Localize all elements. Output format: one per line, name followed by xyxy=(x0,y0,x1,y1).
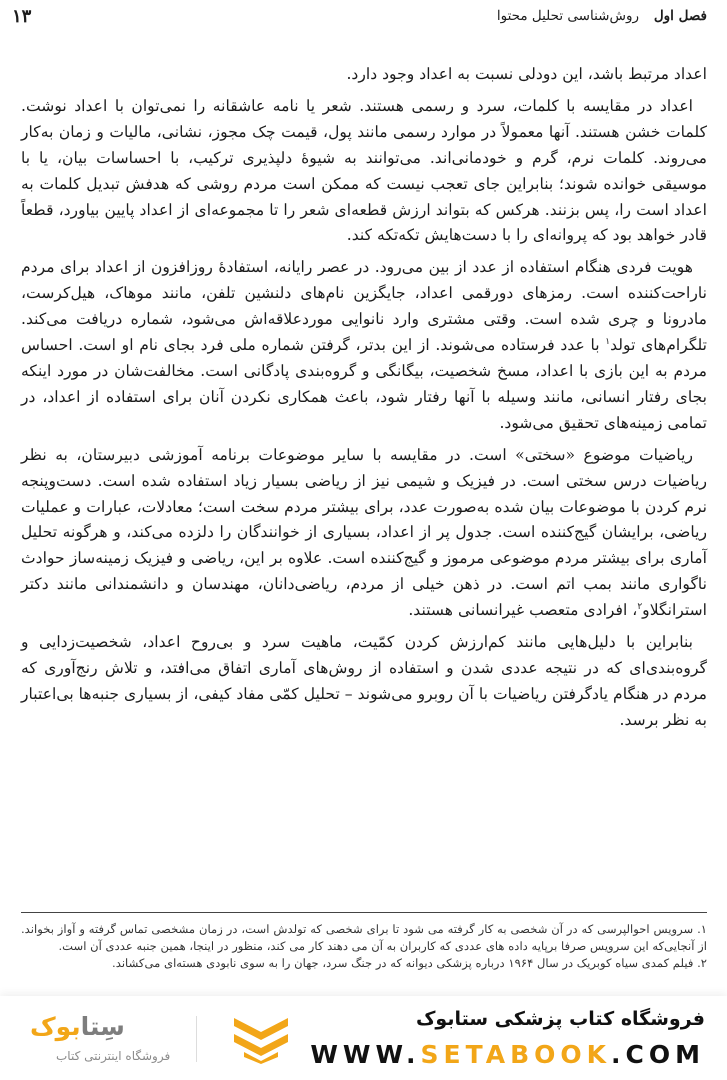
logo-text-accent: بوک xyxy=(30,1012,81,1041)
logo-text-main: سِتا xyxy=(80,1012,125,1041)
url-suffix: .COM xyxy=(611,1040,705,1069)
body-text xyxy=(21,62,707,740)
paragraph: اعداد مرتبط باشد، این دودلی نسبت به اعداد وجود دارد. xyxy=(346,65,707,83)
paragraph: بنابراین با دلیل‌هایی مانند کم‌ارزش کردن کمّیت، ماهیت سرد و بی‌روح اعداد، شخصیت‌زدایی و گروه‌بندی‌ای که در نتیجه عددی شدن و استفاده از روش‌های آماری اتفاق می‌افتد، و تلاش رنج‌آوری که مردم در هنگام یادگرفتن ریاضیات با آن روبرو می‌شوند – تحلیل کمّی مفاد کیفی، از بسیاری جنبه‌ها بی‌اعتبار به نظر برسد. xyxy=(21,633,707,729)
paragraph-text: هویت فردی هنگام استفاده از عدد از بین می‌رود. در عصر رایانه، استفادهٔ روزافزون از اعداد برای مردم ناراحت‌کننده است. رمزهای دورقمی اعداد، جایگزین نام‌های دلنشین تلفن، مانند موهاک، هیل‌کرست، مادرونا و چری شده است. وقتی مشتری وارد نانوایی موردعلاقه‌اش می‌شود، شماره دریافت می‌کند. تلگرام‌های تولد xyxy=(21,258,707,355)
logo-divider xyxy=(196,1016,197,1062)
paragraph: اعداد در مقایسه با کلمات، سرد و رسمی هستند. شعر یا نامه عاشقانه را نمی‌توان با اعداد نوشت. کلمات خشن هستند. آنها معمولاً در موارد رسمی مانند پول، قیمت چک مجوز، نشانی، مالیات و زمان به‌کار می‌روند. کلمات نرم، گرم و خودمانی‌اند. می‌توانند به شیوهٔ دلپذیری ترکیب، با احساسات بیان، یا با موسیقی خوانده شوند؛ بنابراین جای تعجب نیست که ممکن است مردم روشی که هدفش تبدیل کلمات به اعداد است را، پس بزنند. هرکس که بتواند ارزش قطعه‌ای شعر را تا مجموعه‌ای از اعداد پایین بیاورد، قطعاً قادر خواهد بود که پروانه‌ای را با دست‌هایش تکه‌تکه کند. xyxy=(21,96,707,245)
paragraph xyxy=(21,443,707,624)
paragraph-text: ، افرادی متعصب غیرانسانی هستند. xyxy=(408,601,638,620)
url-highlight: SETABOOK xyxy=(420,1040,612,1069)
page-header xyxy=(12,6,707,30)
chevron-stack-icon xyxy=(232,1012,290,1064)
footnote-divider xyxy=(21,912,707,913)
store-name: فروشگاه کتاب پزشکی ستابوک xyxy=(415,1008,705,1030)
footnote-ref: ۲ xyxy=(637,601,643,612)
store-url[interactable] xyxy=(310,1040,705,1069)
running-title: روش‌شناسی تحلیل محتوا xyxy=(496,8,639,24)
paragraph xyxy=(21,255,707,436)
url-prefix: WWW. xyxy=(310,1040,421,1069)
store-banner xyxy=(0,996,727,1080)
store-logo-text xyxy=(30,1012,125,1041)
footnote: ۲. فیلم کمدی سیاه کوبریک در سال ۱۹۶۴ درباره پزشکی دیوانه که در جنگ سرد، جهان را به سوی نابودی هسته‌ای می‌کشاند. xyxy=(112,956,707,970)
footnote: ۱. سرویس احوالپرسی که در آن شخصی به کار گرفته می شود تا برای شخصی که تولدش است، در زمان مشخصی تماس گرفته و آواز بخواند. از آنجایی‌که این سرویس صرفا برپایه داده های عددی که کاربران به آن می دهند کار می کند، منظور در اینجا، همین جنبه عددی آن است. xyxy=(21,922,707,953)
logo-subtitle: فروشگاه اینترنتی کتاب xyxy=(56,1049,171,1063)
footnotes xyxy=(21,921,707,997)
page-number: ۱۳ xyxy=(12,6,32,27)
footnote-ref: ۱ xyxy=(605,336,611,347)
paragraph-text: ریاضیات موضوع «سختی» است. در مقایسه با سایر موضوعات برنامه آموزشی دبیرستان، به نظر ریاضیات درس سختی است. در فیزیک و شیمی نیز از ریاضی بسیار زیاد استفاده شده است. دست‌وپنجه نرم کردن با موضوعات بیان شده به‌صورت عدد، برای بیشتر مردم سخت است؛ معادلات، عبارات و عملیات ریاضی، برایشان گیج‌کننده است. جدول پر از اعداد، بسیاری از خوانندگان را دلزده می‌کند، و هرگونه تحلیل آماری برای بیشتر مردم موضوعی مرموز و گیج‌کننده است. علاوه بر این، ریاضی و فیزیک زمینه‌ساز حوادث ناگواری مانند بمب اتم است. در ذهن خیلی از مردم، ریاضی‌دانان، مهندسان و دانشمندانی مانند دکتر استرانگلاو xyxy=(21,445,707,620)
chapter-label: فصل اول xyxy=(653,8,707,24)
paragraph-text: با عدد فرستاده می‌شوند. از این بدتر، گرفتن شماره ملی فرد بجای نام او است. احساس مردم به این بازی با اعداد، مسخ شخصیت، بیگانگی و گروه‌بندی پادگانی است. مخالفت‌شان در مورد اینکه بجای رفتار انسانی، مانند وسیله با آنها رفتار شود، باعث همکاری نکردن آنان برای استفاده از اعداد، در تمامی زمینه‌های تحقیق می‌شود. xyxy=(21,336,707,432)
